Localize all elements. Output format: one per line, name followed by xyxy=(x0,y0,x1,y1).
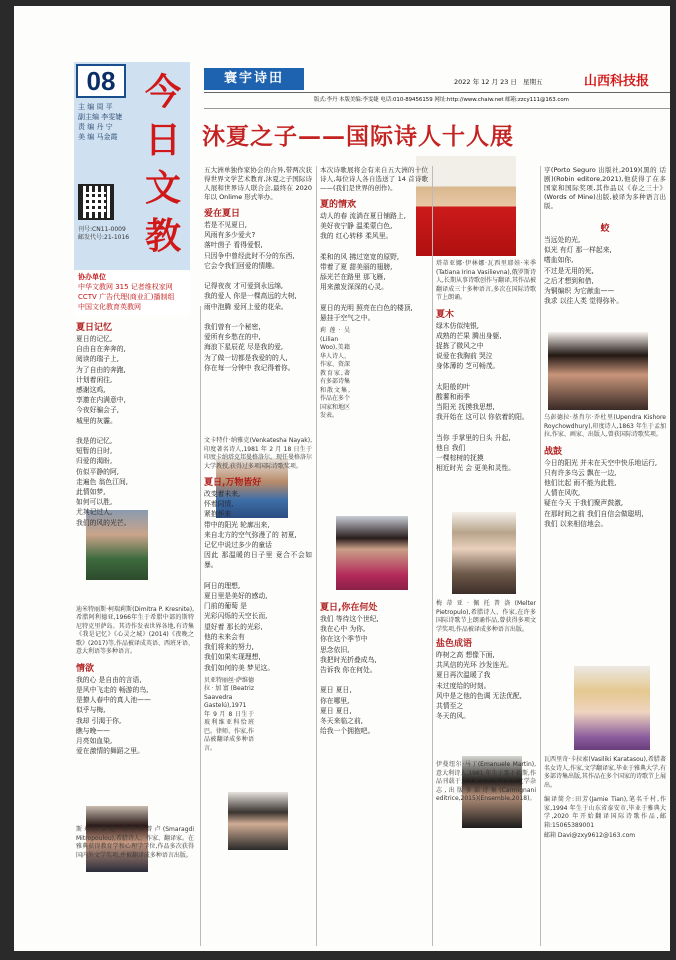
poem-body: 当远处的光, 似光 有灯 那一样起来, 嗜血如你, 不过是无用的死, 之后才想到和借, 为铜编织 为它献血—— 我求 以往人类 觉得弥补。 xyxy=(544,236,624,306)
poet-bio: 伊曼纽尔·马丁(Emanuele Martin),意大利诗人,1981 年生于那不勒斯,作品刊载于意大利及欧洲各地的文学杂志,出版多部诗集(Carmignani editrice,2015)(Ensemble,2018)。 xyxy=(436,761,536,803)
poem-title: 爱在夏日 xyxy=(204,209,241,219)
photo-woman-col5-bottom xyxy=(574,666,650,750)
editor-list xyxy=(78,102,134,142)
poem-body: 动人的春 流淌在夏日铺路上, 美好夜宁静 温柔蒙白色, 我的 红心转移 柔风里。 柔和的风 拂过宽宽的原野, 带着了夏 甜美丽的翅膀, 舔光芒在路里 那飞雁, 用来激发深深的心灵。 夏日的光明 照亮在白色的楼顶, 悬挂于空气之中。 xyxy=(320,212,413,323)
poet-bio: 莉莲·吴(Lilian Woo),美籍华人诗人、作家、资深教育家,著有多部诗集和散文集,作品在多个国家和地区发表。 xyxy=(320,327,351,420)
poet-bio: 斯玛拉格迪·米特罗普卢(Smaragdi Mitropoulou),希腊诗人、作家、翻译家。在雅典获得教育学和心理学学位,作品多次获得国内外文学奖项,并被翻译成多种语言出版。 xyxy=(76,826,194,859)
column-divider xyxy=(432,166,433,946)
issue-code: 邮发代号:21-1016 xyxy=(78,234,130,241)
poet-bio: 瓦西里奇·卡拉索(Vasiliki Karatasou),希腊著名女诗人,作家,文学翻译家,毕业于雅典大学,有多部诗集出版,其作品在多个国家的诗歌节上展出。 xyxy=(544,756,666,789)
weekday-text: 星期五 xyxy=(523,78,543,86)
poet-bio: 梅蒂亚·佩托普洛(Melter Pietropulo),希腊诗人、作家,在许多国际诗歌节上朗诵作品,曾获得多项文学奖项,作品被译成多种语言出版。 xyxy=(436,600,536,633)
column-2 xyxy=(204,166,312,753)
poem-body: 我们 等待这个世纪, 我在心中 为你, 你在这个季节中 思念依旧, 我把时光折叠成鸟, 告诉我 你在何处。 夏日 夏日, 你在哪里, 夏日 夏日, 冬天来临之前, 给我一个拥抱吧。 xyxy=(320,615,379,736)
poem-body: 我的心 是自由的言语, 是风中飞走的 畅游的鸟, 是撩人春中的真人池—— 似乎与梅, 我却 引渴于你, 瞧与晚—— 月亮如血染, 爱在激情的舞蹈之里。 xyxy=(76,675,151,756)
editor-line: 主 编 周 平 xyxy=(78,103,113,111)
issue-codes xyxy=(78,226,178,242)
intro-text: 本次诗歌展将会有来自五大洲的十位诗人,每位诗人各自选送了 14 首诗歌——(我们是世界的创作)。 xyxy=(320,166,428,192)
poem-title: 夏日记忆 xyxy=(76,323,113,333)
column-5-lower xyxy=(544,414,666,529)
header-rule xyxy=(204,108,670,109)
translator-email: 邮箱 Davi@zxy9612@163.com xyxy=(544,832,636,839)
newspaper-page xyxy=(14,6,670,951)
poem-title: 夏日,你在何处 xyxy=(320,603,378,613)
poet-bio: 迪米特丽斯·柯瑞莉斯(Dimitra P. Kresnite),希腊阿利德亚,1966年生于希腊中部的斯特尼特克里萨岛。其诗作发表世界各地,有诗集《我是记忆》《心灵之城》(2014)《夜晚之歌》(2017)等,作品被译成英语、西班牙语、意大利语等多种语言。 xyxy=(76,605,194,656)
poem-title: 夏的情欢 xyxy=(320,200,357,210)
intro-text: 五大洲单独作家协会的合异,带两次获得世界文学艺术教育,沐夏之子国际诗人展和世界诗人联合会,最终在 2020 年以 Onlime 形式举办。 xyxy=(204,166,312,201)
headline: 沐夏之子——国际诗人十人展 xyxy=(202,123,514,150)
column-divider xyxy=(540,166,541,946)
photo-woman-col3 xyxy=(336,516,408,590)
contact-line: 版式:李丹 本版美编:李雯婕 电话:010-89456159 网址:http://www.chaiw.net 邮箱:zzcy111@163.com xyxy=(314,97,569,103)
column-divider xyxy=(316,166,317,946)
photo-woman-col4 xyxy=(452,512,516,594)
translator-credit: 编译简介:田芳(Jamie Tian),笔名千村,作家,1994 年生于山东省泰安市,毕业于雅典大学,2020 年开始翻译国际诗歌作品,邮箱:15065389001 xyxy=(544,796,666,829)
partner-line: CCTV 广告代理(商业汇)播制组 xyxy=(78,293,175,301)
poem-body: 夏日的记忆, 自由自在奔奔的, 阅读的瑞子上, 为了自由的奔跑, 计划着闲往, 感谢这鸡, 享邀在内满意中, 今夜好骗会子, 城里的灰霾。 我是的记忆, 短暂的日时, 归爱的渴盼, 仿似平静的阿, 走遍色 翁色江间, 此情如梦, 如何可以胜, 尤其记过人, 我们的风的光芒。 xyxy=(76,335,131,527)
issue-date xyxy=(454,78,543,87)
intro-text: 亨(Porto Seguro 出版社,2019)(黑的 话剧)(Robin editore,2021),他获得了在多国家和国际奖项,其作品以《春之三十》(Words of Mine)出版,被译为多种语言出版。 xyxy=(544,166,666,210)
partners-heading: 协办单位 xyxy=(78,273,106,281)
poem-title: 情欲 xyxy=(76,663,95,674)
poem-title: 夏木 xyxy=(436,309,455,320)
masthead-title-char: 文 xyxy=(144,167,181,209)
partners-box xyxy=(74,272,190,316)
photo-woman-col2-bottom xyxy=(228,792,288,850)
partner-line: 中国文化教育英教网 xyxy=(78,303,141,311)
section-label: 寰宇诗田 xyxy=(204,68,304,90)
issue-code: 刊号:CN11-0009 xyxy=(78,226,126,233)
column-4-lower xyxy=(436,600,536,804)
poem-body: 若是不见夏日, 风雨有多少爱火? 落叶茵子 看得爱恨, 只因争中曾经此时不分的东西, 它会令我们回爱的情趣。 记得夜夜 才可爱到永远绵, 我的爱人 你是一棵高远的大树, 雨中泡腾 爱河上爱的花朵。 我们曾有一个秘密, 爱所有乡愁在的中, 海浪下星辰花 尽是我的爱, 为了做一切都是我爱的的人, 你在每一分钟中 我记得着你。 xyxy=(204,221,297,372)
page-number: 08 xyxy=(76,64,126,98)
photo-woman-col5-top xyxy=(548,332,648,410)
column-1 xyxy=(76,322,194,860)
column-5 xyxy=(544,166,666,306)
qr-code-icon xyxy=(78,184,114,220)
poet-bio: 塔蒂亚娜·伊林娜·瓦西里耶娃·米季(Tatiana Irina Vasilievna),俄罗斯诗人,长期从事诗歌创作与翻译,其作品被翻译成三十多种语言,多次在国际诗歌节上朗诵。 xyxy=(436,260,536,301)
poem-title: 夏日,万物皆好 xyxy=(204,478,262,489)
date-text: 2022 年 12 月 23 日 xyxy=(454,78,517,86)
poet-bio: 文卡特什·纳雅克(Venkatesha Nayak),印度著名诗人,1981 年 2 月 18 日生于印度卡纳塔克邦曼格洛尔。现任曼格洛尔大学教授,获得过多项国际诗歌奖项。 xyxy=(204,437,313,470)
header-rule xyxy=(204,92,670,93)
photo-woman-red-dress xyxy=(416,156,516,256)
editor-line: 责 编 丹 宁 xyxy=(78,123,113,131)
column-3 xyxy=(320,166,428,421)
masthead-title-char: 今 xyxy=(144,71,181,113)
column-4 xyxy=(436,260,536,474)
brand-logo: 山西科技报 xyxy=(584,74,650,89)
partner-line: 中华文教网 315 记者维权家网 xyxy=(78,283,173,291)
poem-title: 蛟 xyxy=(600,224,610,234)
masthead-title-char: 日 xyxy=(144,119,181,161)
poem-title: 战鼓 xyxy=(544,446,563,457)
poet-bio: 贝亚特丽丝·萨维德拉·加富(Beatriz Saavedra Gastelú),1971 年 9 月 8 日生于玻利维亚科恰班巴。律师、作家,作品被翻译成多种语言。 xyxy=(204,676,254,752)
column-divider xyxy=(200,306,201,946)
column-5-bottom xyxy=(544,756,666,841)
poem-body: 今日的阳光 并未在天空中快乐地运行, 只有许多乌云 飘在一边, 他们比起 雨不能为此胜, 人情在风吹, 疑在今天 于我们聚声鼓激, 在那时间之前 我们自信会做聪明, 我们 以来相信地会。 xyxy=(544,458,658,528)
poem-body: 绿木仿似纯银, 成熟的芒果 腾出身躯, 捉拣了微风之中 说爱在我胸前 哭泣 身体薄的 芝可畅茂。 太阳般的叶 酸薯和雨季 当阳光 抚摸我思想, 我开始在 这可以 你依着的阳。 当你 手掌里的日头 升起, 他自 我们 一棵棕树的抚摸 相近时光 会 更美和灵性。 xyxy=(436,321,529,473)
column-3-lower xyxy=(320,602,428,736)
editor-line: 副主编 李雯婕 xyxy=(78,113,123,121)
masthead-title-char: 教 xyxy=(144,215,181,257)
poem-body: 改变着未来, 怀着同情, 紧抱怀来 带中的阳光 轮廓出来, 来自北方的空气弥漫了的 初夏, 记忆中说过多少的童话 因此 那温暖的日子里 竟合不会如暴。 阿日的理想, 夏日里是美好的感动, 门前的葡萄 是 光彩闪烁的天空长而, 望好着 那长的光彩, 他的未来会有 我们将来的努力, 我们如果实现理想, 我们如何的美 梦见这。 xyxy=(204,490,312,672)
poem-body: 昨树之高 想像下面, 共风信的光环 沙发连光。 夏日再次温暖了我 未过度给的时刻。 风中是之他的色调 无法优配, 共情至之 冬天的风。 xyxy=(436,651,522,721)
editor-line: 美 编 马金霞 xyxy=(78,133,118,141)
poet-bio: 乌彭德拉·基肖尔·乔杜里(Upendra Kishore Roychowdhury),印度诗人,1863 年生于孟加拉,作家、画家、出版人,曾获国际诗歌奖项。 xyxy=(544,414,666,438)
poem-title: 盐色成语 xyxy=(436,639,473,649)
